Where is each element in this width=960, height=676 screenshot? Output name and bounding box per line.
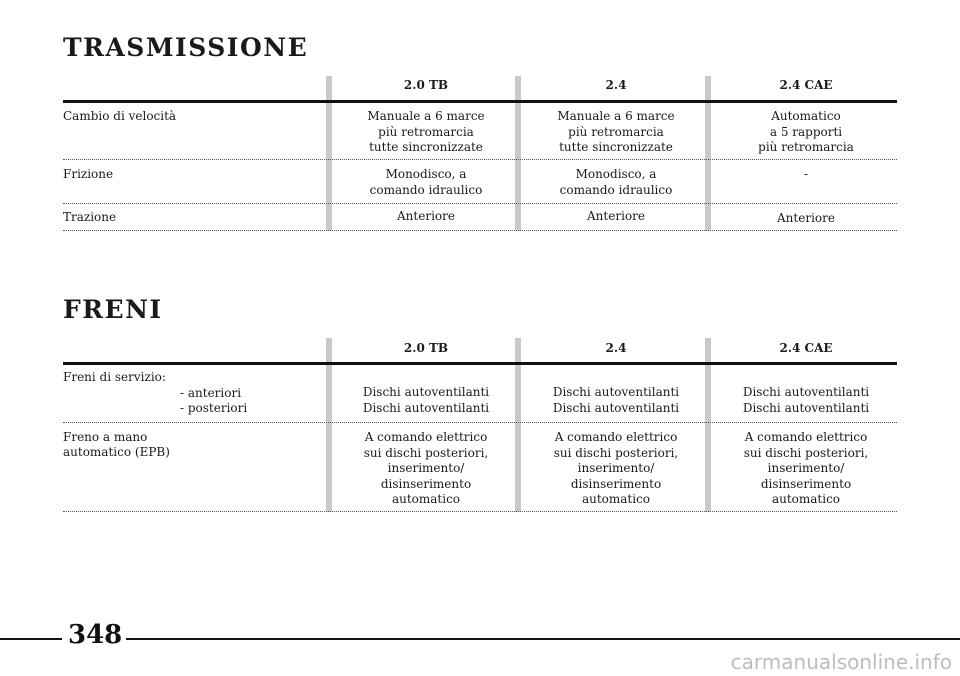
table-cell: Anteriore bbox=[587, 209, 645, 223]
table-cell: A comando elettrico sui dischi posteriori, inserimento/ disinserimento automatico bbox=[553, 430, 679, 506]
column-header: 2.0 TB bbox=[403, 341, 449, 355]
row-sublabel: - anteriori bbox=[180, 386, 242, 400]
column-header: 2.0 TB bbox=[403, 78, 449, 92]
table-cell: Dischi autoventilanti Dischi autoventilanti bbox=[362, 385, 490, 415]
footer-rule bbox=[126, 638, 960, 640]
watermark: carmanualsonline.info bbox=[730, 650, 952, 674]
table-cell: Manuale a 6 marce più retromarcia tutte sincronizzate bbox=[367, 109, 485, 154]
row-divider bbox=[63, 159, 897, 160]
section-title-freni: FRENI bbox=[63, 295, 163, 324]
page-number: 348 bbox=[68, 620, 123, 650]
row-divider bbox=[63, 203, 897, 204]
row-label: Freni di servizio: bbox=[63, 370, 166, 384]
row-divider bbox=[63, 422, 897, 423]
row-divider bbox=[63, 511, 897, 512]
row-sublabel: - posteriori bbox=[180, 401, 248, 415]
column-header: 2.4 bbox=[605, 341, 627, 355]
row-label: Cambio di velocità bbox=[63, 109, 177, 123]
footer-rule bbox=[0, 638, 62, 640]
section-title-trasmissione: TRASMISSIONE bbox=[63, 33, 309, 62]
header-rule bbox=[63, 362, 897, 365]
header-rule bbox=[63, 100, 897, 103]
row-label: Trazione bbox=[63, 210, 117, 224]
table-cell: Anteriore bbox=[397, 209, 455, 223]
table-cell: Anteriore bbox=[777, 211, 835, 225]
table-cell: Automatico a 5 rapporti più retromarcia bbox=[758, 109, 854, 154]
column-header: 2.4 bbox=[605, 78, 627, 92]
column-header: 2.4 CAE bbox=[779, 78, 833, 92]
table-cell: Manuale a 6 marce più retromarcia tutte sincronizzate bbox=[557, 109, 675, 154]
column-header: 2.4 CAE bbox=[779, 341, 833, 355]
table-cell: Monodisco, a comando idraulico bbox=[369, 167, 483, 197]
row-label: Freno a mano automatico (EPB) bbox=[63, 430, 170, 459]
row-label: Frizione bbox=[63, 167, 114, 181]
row-divider bbox=[63, 230, 897, 231]
table-cell: Dischi autoventilanti Dischi autoventilanti bbox=[552, 385, 680, 415]
table-cell: A comando elettrico sui dischi posteriori, inserimento/ disinserimento automatico bbox=[363, 430, 489, 506]
table-cell: - bbox=[803, 167, 809, 181]
table-cell: Dischi autoventilanti Dischi autoventilanti bbox=[742, 385, 870, 415]
table-cell: Monodisco, a comando idraulico bbox=[559, 167, 673, 197]
table-cell: A comando elettrico sui dischi posteriori, inserimento/ disinserimento automatico bbox=[743, 430, 869, 506]
